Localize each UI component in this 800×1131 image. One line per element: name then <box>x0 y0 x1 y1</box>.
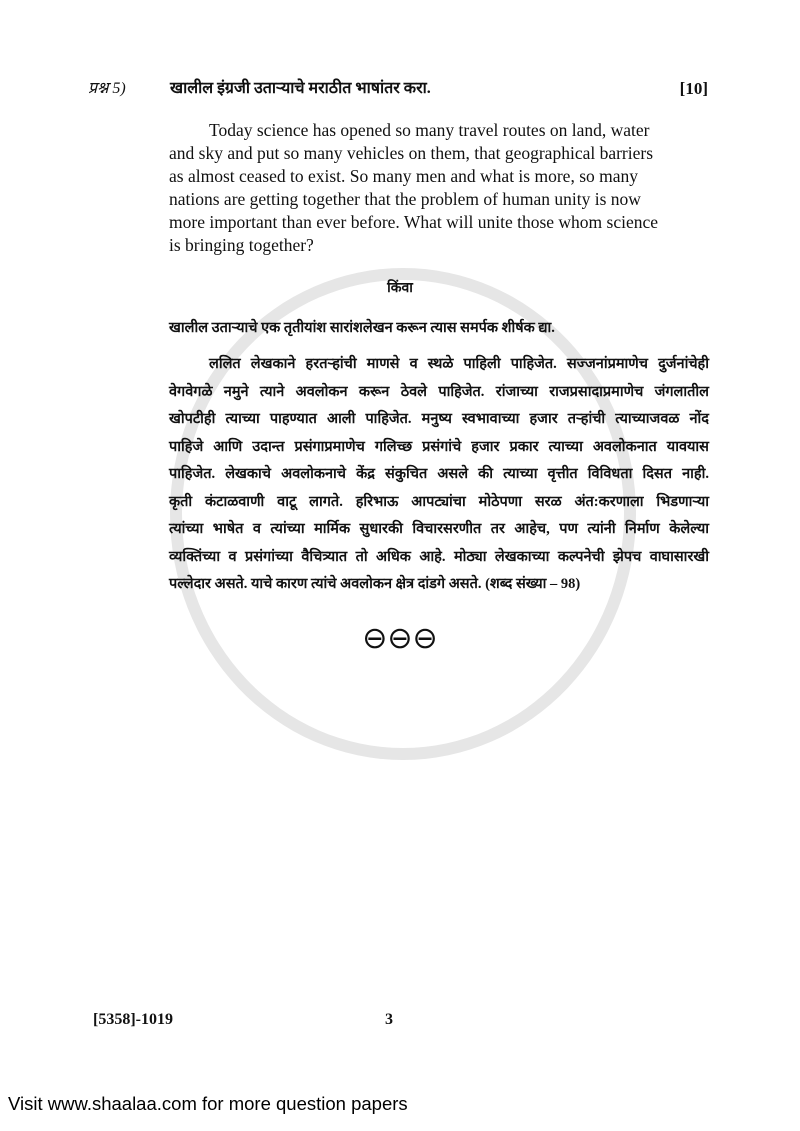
page-content <box>88 78 708 657</box>
visit-banner: Visit www.shaalaa.com for more question papers <box>8 1093 408 1114</box>
passage-line: पल्लेदार असते. याचे कारण त्यांचे अवलोकन क्षेत्र दांडगे असते. (शब्द संख्या – 98) <box>169 576 581 592</box>
marathi-passage <box>169 351 709 599</box>
or-separator: किंवा <box>387 281 413 296</box>
passage-line: and sky and put so many vehicles on them, that geographical barriers <box>169 143 654 163</box>
passage-line: is bringing together? <box>169 235 314 255</box>
question-header <box>88 78 708 100</box>
passage-line: Today science has opened so many travel routes on land, water <box>209 120 650 140</box>
english-passage <box>169 119 709 257</box>
end-mark: ⊖⊖⊖ <box>362 620 438 656</box>
paper-code: [5358]-1019 <box>93 1011 173 1028</box>
passage-line: वेगवेगळे नमुने त्याने अवलोकन करून ठेवले पाहिजेत. रांजाच्या राजप्रसादाप्रमाणेच जंगलातील <box>169 383 709 400</box>
passage-line: व्यक्तिंच्या व प्रसंगांच्या वैचित्र्यात तो अधिक आहे. मोठ्या लेखकाच्या कल्पनेची झेपच वाघासारखी <box>169 548 709 565</box>
question-number: प्रश्न 5) <box>88 80 126 97</box>
passage-line: as almost ceased to exist. So many men and what is more, so many <box>169 166 639 186</box>
passage-line: more important than ever before. What will unite those whom science <box>169 212 659 232</box>
question-title: खालील इंग्रजी उताऱ्याचे मराठीत भाषांतर करा. <box>170 80 431 97</box>
question-marks: [10] <box>679 79 708 98</box>
passage-line: त्यांच्या भाषेत व त्यांच्या मार्मिक सुधारकी विचारसरणीत तर आहेच, पण त्यांनी निर्माण केलेल्या <box>169 521 709 537</box>
passage-line: nations are getting together that the problem of human unity is now <box>169 189 641 209</box>
passage-line: पाहिजेत. लेखकाचे अवलोकनाचे केंद्र संकुचित असले की त्याच्या वृत्तीत विविधता दिसत नाही. <box>169 466 709 482</box>
passage-line: ललित लेखकाने हरतऱ्हांची माणसे व स्थळे पाहिली पाहिजेत. सज्जनांप्रमाणेच दुर्जनांचेही <box>209 356 709 372</box>
passage-line: पाहिजे आणि उदान्त प्रसंगाप्रमाणेच गलिच्छ प्रसंगांचे हजार प्रकार त्याच्या अवलोकनात यावयास <box>169 438 709 455</box>
passage-line: खोपटीही त्याच्या पाहण्यात आली पाहिजेत. मनुष्य स्वभावाच्या हजार तऱ्हांची त्याच्याजवळ नोंद <box>169 411 709 427</box>
page-number: 3 <box>385 1011 393 1028</box>
passage-line: कृती कंटाळवाणी वाटू लागते. हरिभाऊ आपट्यांचा मोठेपणा सरळ अंत:करणाला भिडणाऱ्या <box>169 493 709 510</box>
instruction: खालील उताऱ्याचे एक तृतीयांश सारांशलेखन करून त्यास समर्पक शीर्षक द्या. <box>169 320 555 336</box>
